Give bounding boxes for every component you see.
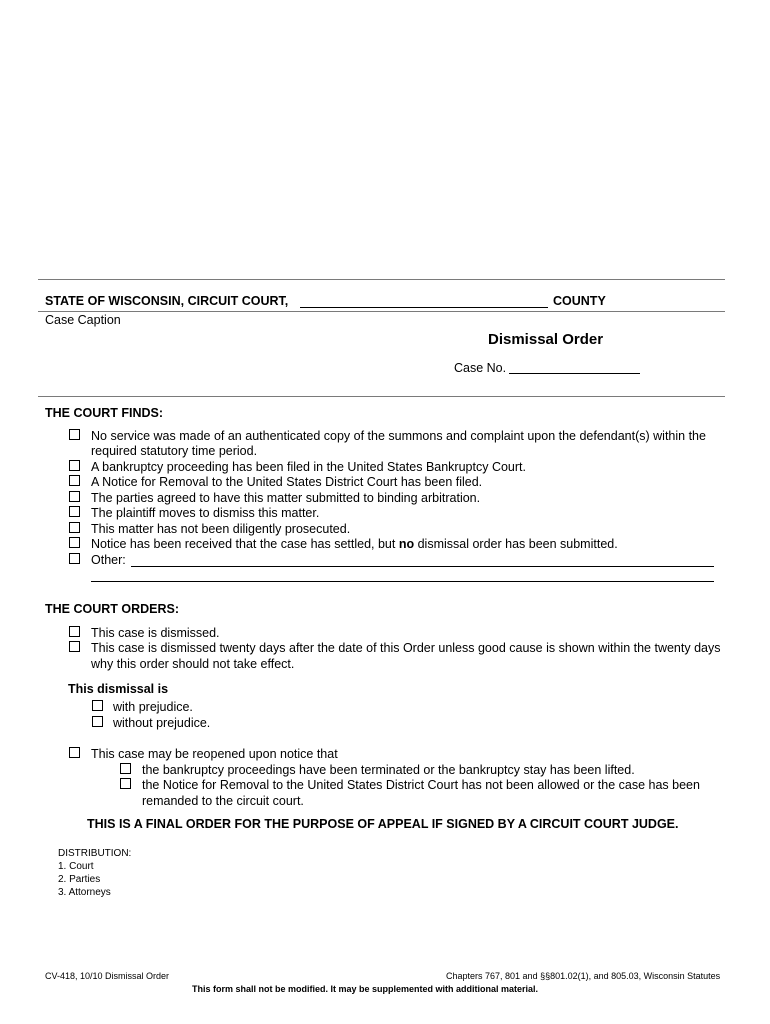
other-reason-field-line2[interactable] [91,581,714,582]
finding-settled-text-a: Notice has been received that the case has settled, but [91,537,399,551]
document-title: Dismissal Order [488,331,604,348]
finding-checkbox-arbitration[interactable] [69,491,80,502]
distribution-item: 2. Parties [58,874,101,885]
distribution-item: 1. Court [58,861,94,872]
county-label: COUNTY [553,294,606,308]
finding-plaintiff-moves: The plaintiff moves to dismiss this matter. [91,506,320,520]
distribution-item: 3. Attorneys [58,887,111,898]
top-rule [38,279,725,280]
without-prejudice-checkbox[interactable] [92,716,103,727]
finding-checkbox-removal[interactable] [69,475,80,486]
order-checkbox-dismissed[interactable] [69,626,80,637]
order-twenty-days-line2: why this order should not take effect. [91,657,295,671]
finding-checkbox-bankruptcy[interactable] [69,460,80,471]
order-checkbox-twenty-days[interactable] [69,641,80,652]
reopen-removal-checkbox[interactable] [120,778,131,789]
reopen-bankruptcy-label: the bankruptcy proceedings have been terminated or the bankruptcy stay has been lifted. [142,763,635,777]
state-court-label: STATE OF WISCONSIN, CIRCUIT COURT, [45,294,289,308]
with-prejudice-checkbox[interactable] [92,700,103,711]
reopen-checkbox[interactable] [69,747,80,758]
finding-not-prosecuted: This matter has not been diligently prosecuted. [91,522,351,536]
finding-settled-text-b: dismissal order has been submitted. [414,537,618,551]
statutes-reference: Chapters 767, 801 and §§801.02(1), and 805.03, Wisconsin Statutes [446,971,721,981]
reopen-label: This case may be reopened upon notice that [91,747,338,761]
finding-no-service-line1: No service was made of an authenticated copy of the summons and complaint upon the defendant(s) within the [91,429,706,443]
finding-no-service-line2: required statutory time period. [91,444,258,458]
with-prejudice-label: with prejudice. [113,700,193,714]
reopen-removal-line1: the Notice for Removal to the United States District Court has not been allowed or the case has been [142,778,700,792]
county-name-field[interactable] [300,307,548,308]
final-order-notice: THIS IS A FINAL ORDER FOR THE PURPOSE OF APPEAL IF SIGNED BY A CIRCUIT COURT JUDGE. [87,817,679,831]
findings-heading: THE COURT FINDS: [45,406,164,420]
finding-settled-emphasis: no [398,537,415,551]
reopen-bankruptcy-checkbox[interactable] [120,763,131,774]
order-dismissed: This case is dismissed. [91,626,220,640]
finding-removal: A Notice for Removal to the United States District Court has been filed. [91,475,483,489]
case-caption-label: Case Caption [45,313,121,327]
caption-rule [38,311,725,312]
dismissal-type-heading: This dismissal is [68,682,169,696]
without-prejudice-label: without prejudice. [113,716,211,730]
modification-notice: This form shall not be modified. It may be supplemented with additional material. [192,984,539,994]
finding-settled [91,537,618,552]
finding-arbitration: The parties agreed to have this matter submitted to binding arbitration. [91,491,481,505]
other-reason-field-line1[interactable] [131,566,714,567]
case-number-field[interactable] [509,373,640,374]
finding-checkbox-other[interactable] [69,553,80,564]
finding-other-label: Other: [91,553,126,567]
finding-checkbox-settled[interactable] [69,537,80,548]
finding-bankruptcy: A bankruptcy proceeding has been filed in the United States Bankruptcy Court. [91,460,526,474]
order-twenty-days-line1: This case is dismissed twenty days after the date of this Order unless good cause is shown within the twenty days [91,641,721,655]
finding-checkbox-not-prosecuted[interactable] [69,522,80,533]
distribution-heading: DISTRIBUTION: [58,848,132,859]
reopen-removal-line2: remanded to the circuit court. [142,794,304,808]
findings-rule [38,396,725,397]
orders-heading: THE COURT ORDERS: [45,602,180,616]
case-number-label: Case No. [454,361,507,375]
finding-checkbox-no-service[interactable] [69,429,80,440]
finding-checkbox-plaintiff-moves[interactable] [69,506,80,517]
form-id: CV-418, 10/10 Dismissal Order [45,971,170,981]
